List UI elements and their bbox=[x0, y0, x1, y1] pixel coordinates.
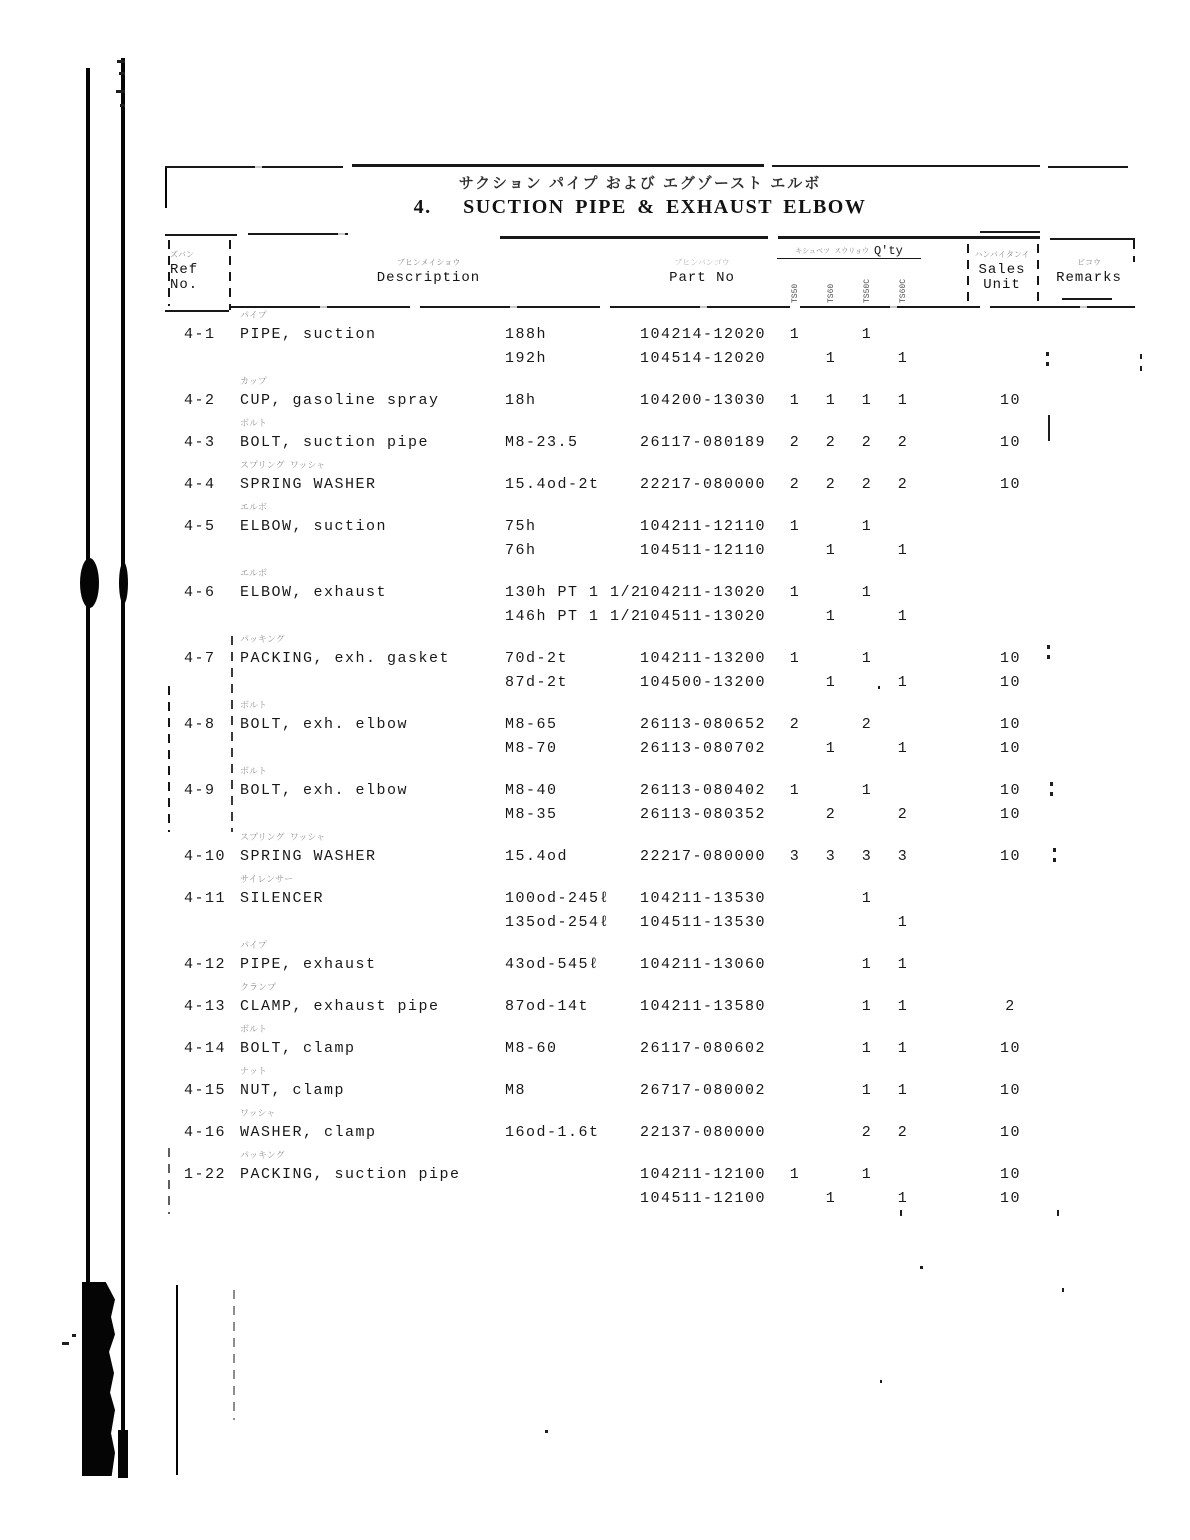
description-japanese: クランプ bbox=[240, 983, 277, 993]
row-line bbox=[168, 604, 1133, 628]
ref-no: 4-7 bbox=[184, 649, 216, 667]
qty-model-2: 1 bbox=[825, 1189, 837, 1207]
qty-model-4: 1 bbox=[897, 955, 909, 973]
header-remarks-label: Remarks bbox=[1056, 269, 1122, 286]
table-row bbox=[168, 310, 1133, 370]
qty-model-4: 2 bbox=[897, 475, 909, 493]
qty-model-1: 1 bbox=[789, 325, 801, 343]
description-japanese: パッキング bbox=[240, 635, 285, 645]
description: WASHER, clamp bbox=[240, 1123, 377, 1141]
part-no: 104211-13530 bbox=[640, 889, 767, 907]
sales-unit-value: 10 bbox=[999, 1081, 1021, 1099]
ref-no: 4-13 bbox=[184, 997, 227, 1015]
row-japanese-name-line bbox=[168, 1024, 1133, 1036]
qty-model-4: 1 bbox=[897, 607, 909, 625]
size-spec: M8-60 bbox=[505, 1039, 558, 1057]
qty-model-3: 3 bbox=[861, 847, 873, 865]
description-japanese: パイプ bbox=[240, 941, 267, 951]
description: PACKING, exh. gasket bbox=[240, 649, 451, 667]
part-no: 104211-12100 bbox=[640, 1165, 767, 1183]
row-line bbox=[168, 994, 1133, 1018]
qty-model-3: 2 bbox=[861, 1123, 873, 1141]
description: PIPE, exhaust bbox=[240, 955, 377, 973]
size-spec: 100od-245ℓ bbox=[505, 889, 611, 907]
qty-model-3: 1 bbox=[861, 997, 873, 1015]
description: CLAMP, exhaust pipe bbox=[240, 997, 440, 1015]
parts-table bbox=[168, 237, 1133, 1216]
row-line bbox=[168, 538, 1133, 562]
part-no: 104211-13580 bbox=[640, 997, 767, 1015]
row-japanese-name-line bbox=[168, 766, 1133, 778]
row-line bbox=[168, 844, 1133, 868]
row-japanese-name-line bbox=[168, 310, 1133, 322]
table-row bbox=[168, 376, 1133, 412]
qty-model-2: 1 bbox=[825, 739, 837, 757]
qty-model-2: 2 bbox=[825, 433, 837, 451]
qty-model-2: 1 bbox=[825, 607, 837, 625]
row-japanese-name-line bbox=[168, 1066, 1133, 1078]
description: PACKING, suction pipe bbox=[240, 1165, 461, 1183]
part-no: 104511-13020 bbox=[640, 607, 767, 625]
table-row bbox=[168, 568, 1133, 628]
row-line bbox=[168, 514, 1133, 538]
table-row bbox=[168, 1150, 1133, 1210]
scan-line-left-bulge bbox=[80, 558, 99, 608]
row-line bbox=[168, 952, 1133, 976]
description: BOLT, clamp bbox=[240, 1039, 356, 1057]
header-description-label: Description bbox=[376, 269, 481, 286]
header-qty-group bbox=[777, 240, 921, 304]
row-japanese-name-line bbox=[168, 940, 1133, 952]
size-spec: M8-35 bbox=[505, 805, 558, 823]
qty-model-2: 3 bbox=[825, 847, 837, 865]
sales-unit-value: 10 bbox=[999, 715, 1021, 733]
header-description-jp: ブヒンメイショウ bbox=[396, 258, 461, 268]
ref-no: 4-10 bbox=[184, 847, 227, 865]
ref-no: 4-9 bbox=[184, 781, 216, 799]
header-sales-unit-jp: ハンバイタンイ bbox=[974, 251, 1030, 260]
part-no: 22137-080000 bbox=[640, 1123, 767, 1141]
qty-model-3: 1 bbox=[861, 1081, 873, 1099]
description-japanese: パイプ bbox=[240, 311, 267, 321]
header-part-no bbox=[627, 259, 777, 286]
qty-model-3: 2 bbox=[861, 433, 873, 451]
qty-model-4: 1 bbox=[897, 1189, 909, 1207]
ref-no: 4-5 bbox=[184, 517, 216, 535]
header-part-no-jp: ブヒンバンゴウ bbox=[674, 258, 730, 268]
description: SILENCER bbox=[240, 889, 325, 907]
row-line bbox=[168, 322, 1133, 346]
row-line bbox=[168, 388, 1133, 412]
size-spec: 87od-14t bbox=[505, 997, 590, 1015]
row-line bbox=[168, 430, 1133, 454]
row-line bbox=[168, 736, 1133, 760]
title-block bbox=[300, 172, 980, 219]
description-japanese: スプリング ワッシャ bbox=[240, 461, 326, 471]
size-spec: 76h bbox=[505, 541, 537, 559]
scan-band-bottom bbox=[82, 1282, 115, 1476]
part-no: 104200-13030 bbox=[640, 391, 767, 409]
description: SPRING WASHER bbox=[240, 847, 377, 865]
description: ELBOW, exhaust bbox=[240, 583, 388, 601]
header-ref-no bbox=[168, 251, 230, 293]
qty-model-4: 1 bbox=[897, 997, 909, 1015]
description: BOLT, exh. elbow bbox=[240, 715, 409, 733]
header-model-columns bbox=[777, 259, 921, 303]
header-part-no-label: Part No bbox=[669, 269, 735, 286]
description: SPRING WASHER bbox=[240, 475, 377, 493]
qty-model-4: 1 bbox=[897, 913, 909, 931]
size-spec: M8 bbox=[505, 1081, 527, 1099]
header-model-4: TS60C bbox=[898, 278, 908, 303]
row-line bbox=[168, 778, 1133, 802]
header-remarks bbox=[1045, 259, 1133, 286]
table-row bbox=[168, 832, 1133, 868]
row-japanese-name-line bbox=[168, 460, 1133, 472]
scan-line-thin bbox=[176, 1285, 178, 1475]
size-spec: 87d-2t bbox=[505, 673, 569, 691]
row-line bbox=[168, 646, 1133, 670]
qty-model-4: 1 bbox=[897, 391, 909, 409]
table-row bbox=[168, 418, 1133, 454]
ref-no: 4-3 bbox=[184, 433, 216, 451]
row-japanese-name-line bbox=[168, 568, 1133, 580]
description-japanese: ボルト bbox=[240, 419, 268, 429]
header-remarks-jp: ビコウ bbox=[1077, 258, 1101, 268]
row-japanese-name-line bbox=[168, 832, 1133, 844]
sales-unit-value: 10 bbox=[999, 781, 1021, 799]
description-japanese: ボルト bbox=[240, 767, 268, 777]
description-japanese: カップ bbox=[240, 377, 267, 387]
size-spec: 188h bbox=[505, 325, 548, 343]
sales-unit-value: 10 bbox=[999, 1189, 1021, 1207]
part-no: 104211-13200 bbox=[640, 649, 767, 667]
part-no: 26117-080602 bbox=[640, 1039, 767, 1057]
description: BOLT, suction pipe bbox=[240, 433, 430, 451]
sales-unit-value: 10 bbox=[999, 739, 1021, 757]
size-spec: 146h PT 1 1/2 bbox=[505, 607, 642, 625]
sales-unit-value: 10 bbox=[999, 673, 1021, 691]
description-japanese: ボルト bbox=[240, 1025, 268, 1035]
description: NUT, clamp bbox=[240, 1081, 346, 1099]
size-spec: 130h PT 1 1/2 bbox=[505, 583, 642, 601]
row-japanese-name-line bbox=[168, 634, 1133, 646]
row-line bbox=[168, 1078, 1133, 1102]
ref-no: 4-8 bbox=[184, 715, 216, 733]
sales-unit-value: 10 bbox=[999, 475, 1021, 493]
row-japanese-name-line bbox=[168, 1108, 1133, 1120]
qty-model-3: 1 bbox=[861, 391, 873, 409]
qty-model-4: 1 bbox=[897, 1081, 909, 1099]
row-japanese-name-line bbox=[168, 982, 1133, 994]
qty-model-3: 1 bbox=[861, 1039, 873, 1057]
row-japanese-name-line bbox=[168, 376, 1133, 388]
qty-model-2: 1 bbox=[825, 673, 837, 691]
header-unit-label: Unit bbox=[983, 277, 1021, 293]
part-no: 104511-12110 bbox=[640, 541, 767, 559]
header-ref-no-label: Ref No. bbox=[170, 262, 199, 293]
qty-model-4: 2 bbox=[897, 1123, 909, 1141]
header-model-3: TS50C bbox=[862, 278, 872, 303]
table-row bbox=[168, 940, 1133, 976]
qty-model-3: 1 bbox=[861, 325, 873, 343]
rule-top bbox=[165, 166, 343, 168]
table-row bbox=[168, 502, 1133, 562]
scan-line-left2 bbox=[121, 58, 125, 1478]
rule-header-top bbox=[165, 234, 237, 236]
size-spec: 75h bbox=[505, 517, 537, 535]
size-spec: 43od-545ℓ bbox=[505, 955, 600, 973]
header-sales-label: Sales bbox=[978, 262, 1026, 278]
qty-model-4: 2 bbox=[897, 805, 909, 823]
ref-no: 4-12 bbox=[184, 955, 227, 973]
part-no: 104211-12110 bbox=[640, 517, 767, 535]
ref-no: 4-14 bbox=[184, 1039, 227, 1057]
row-line bbox=[168, 802, 1133, 826]
row-line bbox=[168, 1186, 1133, 1210]
part-no: 26113-080402 bbox=[640, 781, 767, 799]
qty-model-1: 1 bbox=[789, 1165, 801, 1183]
qty-model-1: 2 bbox=[789, 475, 801, 493]
row-japanese-name-line bbox=[168, 874, 1133, 886]
part-no: 22217-080000 bbox=[640, 847, 767, 865]
qty-model-3: 1 bbox=[861, 649, 873, 667]
qty-model-2: 2 bbox=[825, 475, 837, 493]
table-body bbox=[168, 310, 1133, 1210]
size-spec: M8-40 bbox=[505, 781, 558, 799]
row-line bbox=[168, 1162, 1133, 1186]
row-line bbox=[168, 1036, 1133, 1060]
qty-model-4: 1 bbox=[897, 1039, 909, 1057]
ref-no: 1-22 bbox=[184, 1165, 227, 1183]
page-title-japanese: サクション パイプ および エグゾースト エルボ bbox=[458, 175, 822, 192]
size-spec: 16od-1.6t bbox=[505, 1123, 600, 1141]
part-no: 104511-12100 bbox=[640, 1189, 767, 1207]
table-row bbox=[168, 700, 1133, 760]
header-model-2: TS60 bbox=[826, 283, 836, 303]
part-no: 22217-080000 bbox=[640, 475, 767, 493]
ref-no: 4-15 bbox=[184, 1081, 227, 1099]
row-line bbox=[168, 1120, 1133, 1144]
qty-model-1: 1 bbox=[789, 781, 801, 799]
table-header bbox=[168, 237, 1133, 307]
table-row bbox=[168, 766, 1133, 826]
header-description bbox=[230, 259, 627, 286]
qty-model-1: 3 bbox=[789, 847, 801, 865]
qty-model-3: 2 bbox=[861, 475, 873, 493]
qty-model-1: 1 bbox=[789, 583, 801, 601]
row-line bbox=[168, 712, 1133, 736]
sales-unit-value: 10 bbox=[999, 1123, 1021, 1141]
part-no: 26117-080189 bbox=[640, 433, 767, 451]
ref-no: 4-16 bbox=[184, 1123, 227, 1141]
description-japanese: エルボ bbox=[240, 503, 268, 513]
row-line bbox=[168, 886, 1133, 910]
header-model-1: TS50 bbox=[790, 283, 800, 303]
part-no: 104500-13200 bbox=[640, 673, 767, 691]
size-spec: 15.4od bbox=[505, 847, 569, 865]
qty-model-3: 1 bbox=[861, 517, 873, 535]
sales-unit-value: 10 bbox=[999, 1165, 1021, 1183]
qty-model-4: 1 bbox=[897, 739, 909, 757]
table-row bbox=[168, 1108, 1133, 1144]
qty-model-2: 1 bbox=[825, 391, 837, 409]
row-line bbox=[168, 910, 1133, 934]
qty-model-3: 1 bbox=[861, 583, 873, 601]
size-spec: M8-23.5 bbox=[505, 433, 579, 451]
table-row bbox=[168, 982, 1133, 1018]
table-row bbox=[168, 874, 1133, 934]
qty-model-3: 1 bbox=[861, 781, 873, 799]
header-qty-jp: キシュベツ スウリョウ bbox=[795, 248, 869, 256]
scan-line-left2-bottom bbox=[118, 1430, 128, 1478]
part-no: 104211-13060 bbox=[640, 955, 767, 973]
sales-unit-value: 10 bbox=[999, 805, 1021, 823]
row-japanese-name-line bbox=[168, 502, 1133, 514]
part-no: 26113-080652 bbox=[640, 715, 767, 733]
table-row bbox=[168, 460, 1133, 496]
part-no: 26113-080352 bbox=[640, 805, 767, 823]
size-spec: M8-70 bbox=[505, 739, 558, 757]
row-japanese-name-line bbox=[168, 1150, 1133, 1162]
page-title: 4. SUCTION PIPE & EXHAUST ELBOW bbox=[413, 196, 867, 218]
part-no: 26717-080002 bbox=[640, 1081, 767, 1099]
part-no: 104211-13020 bbox=[640, 583, 767, 601]
description-japanese: スプリング ワッシャ bbox=[240, 833, 326, 843]
description: CUP, gasoline spray bbox=[240, 391, 440, 409]
sales-unit-value: 10 bbox=[999, 391, 1021, 409]
description-japanese: サイレンサー bbox=[240, 875, 294, 885]
size-spec: 18h bbox=[505, 391, 537, 409]
qty-model-4: 1 bbox=[897, 541, 909, 559]
description-japanese: ワッシャ bbox=[240, 1109, 276, 1119]
table-row bbox=[168, 1024, 1133, 1060]
description-japanese: エルボ bbox=[240, 569, 268, 579]
qty-model-3: 1 bbox=[861, 1165, 873, 1183]
scan-line-left bbox=[86, 68, 90, 1284]
part-no: 104214-12020 bbox=[640, 325, 767, 343]
description-japanese: パッキング bbox=[240, 1151, 285, 1161]
sales-unit-value: 10 bbox=[999, 649, 1021, 667]
qty-model-3: 2 bbox=[861, 715, 873, 733]
sales-unit-value: 2 bbox=[1005, 997, 1016, 1015]
header-qty-title bbox=[777, 240, 921, 259]
row-line bbox=[168, 670, 1133, 694]
qty-model-2: 1 bbox=[825, 349, 837, 367]
ref-no: 4-1 bbox=[184, 325, 216, 343]
qty-model-2: 1 bbox=[825, 541, 837, 559]
qty-model-4: 3 bbox=[897, 847, 909, 865]
table-row bbox=[168, 634, 1133, 694]
part-no: 26113-080702 bbox=[640, 739, 767, 757]
size-spec: 15.4od-2t bbox=[505, 475, 600, 493]
size-spec: 192h bbox=[505, 349, 548, 367]
scan-dotted-column bbox=[233, 1290, 235, 1420]
qty-model-1: 1 bbox=[789, 517, 801, 535]
row-japanese-name-line bbox=[168, 418, 1133, 430]
row-japanese-name-line bbox=[168, 700, 1133, 712]
header-ref-no-jp: ズバン bbox=[170, 251, 194, 260]
ref-no: 4-11 bbox=[184, 889, 227, 907]
qty-model-4: 2 bbox=[897, 433, 909, 451]
description: PIPE, suction bbox=[240, 325, 377, 343]
qty-model-2: 2 bbox=[825, 805, 837, 823]
header-sales-unit bbox=[921, 251, 1045, 293]
row-line bbox=[168, 580, 1133, 604]
description-japanese: ボルト bbox=[240, 701, 268, 711]
table-row bbox=[168, 1066, 1133, 1102]
qty-model-1: 2 bbox=[789, 715, 801, 733]
description: ELBOW, suction bbox=[240, 517, 388, 535]
qty-model-1: 2 bbox=[789, 433, 801, 451]
qty-model-3: 1 bbox=[861, 955, 873, 973]
part-no: 104511-13530 bbox=[640, 913, 767, 931]
sales-unit-value: 10 bbox=[999, 847, 1021, 865]
description-japanese: ナット bbox=[240, 1067, 267, 1077]
scan-line-left2-bulge bbox=[119, 562, 128, 604]
size-spec: 70d-2t bbox=[505, 649, 569, 667]
size-spec: M8-65 bbox=[505, 715, 558, 733]
qty-model-1: 1 bbox=[789, 649, 801, 667]
qty-model-4: 1 bbox=[897, 673, 909, 691]
qty-model-1: 1 bbox=[789, 391, 801, 409]
sales-unit-value: 10 bbox=[999, 433, 1021, 451]
qty-model-3: 1 bbox=[861, 889, 873, 907]
ref-no: 4-4 bbox=[184, 475, 216, 493]
row-line bbox=[168, 346, 1133, 370]
header-qty-label: Q'ty bbox=[873, 244, 903, 258]
qty-model-4: 1 bbox=[897, 349, 909, 367]
row-line bbox=[168, 472, 1133, 496]
description: BOLT, exh. elbow bbox=[240, 781, 409, 799]
ref-no: 4-2 bbox=[184, 391, 216, 409]
sales-unit-value: 10 bbox=[999, 1039, 1021, 1057]
size-spec: 135od-254ℓ bbox=[505, 913, 611, 931]
ref-no: 4-6 bbox=[184, 583, 216, 601]
part-no: 104514-12020 bbox=[640, 349, 767, 367]
